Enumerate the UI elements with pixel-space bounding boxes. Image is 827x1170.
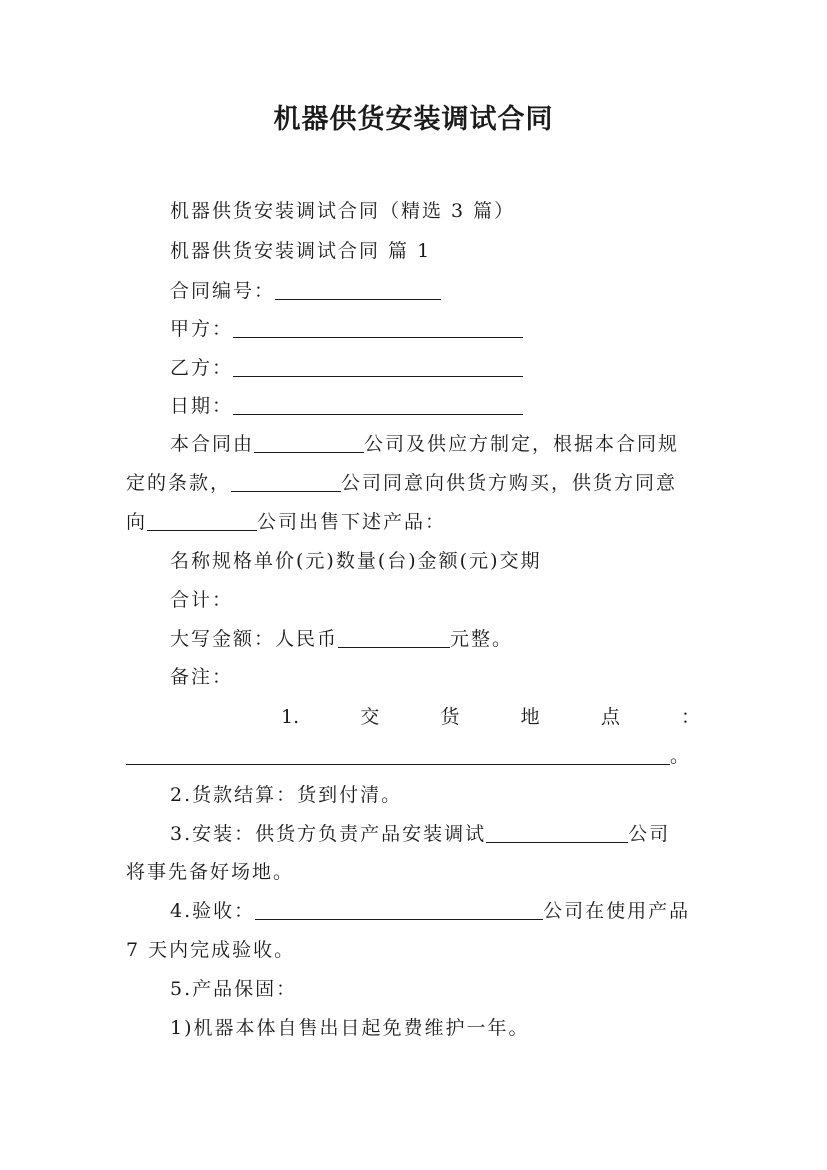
paragraph-line-2: 定的条款， 公司同意向供货方购买，供货方同意 [126,472,678,494]
item-3-line: 3.安装：供货方负责产品安装调试 公司 [170,823,671,845]
amount-line: 大写金额：人民币 元整。 [170,628,514,650]
date-line: 日期： [170,391,523,421]
install-company-blank [486,822,628,843]
table-header-line: 名称规格单价(元)数量(台)金额(元)交期 [170,550,542,572]
party-a-blank [233,317,523,338]
amount-blank [338,627,450,648]
remark-line: 备注： [170,666,234,688]
item-4-cont-line: 7 天内完成验收。 [126,939,296,961]
paragraph-line-1: 本合同由 公司及供应方制定，根据本合同规 [170,433,680,455]
company-blank-2 [231,471,341,492]
contract-number-line: 合同编号： [170,276,441,306]
delivery-location-blank [126,744,670,765]
company-blank-1 [254,432,364,453]
item-5-line: 5.产品保固： [170,978,298,1000]
party-b-line: 乙方： [170,353,523,383]
item-1-blank-line: 。 [126,741,691,771]
total-line: 合计： [170,589,234,611]
party-b-blank [233,356,523,377]
item-4-line: 4.验收： 公司在使用产品 [170,900,691,922]
section-heading: 机器供货安装调试合同 篇 1 [170,240,432,262]
subtitle-line: 机器供货安装调试合同（精选 3 篇） [170,200,516,222]
paragraph-line-3: 向 公司出售下述产品： [126,511,447,533]
item-5-1-line: 1)机器本体自售出日起免费维护一年。 [170,1017,530,1039]
contract-number-blank [275,279,441,300]
document-title: 机器供货安装调试合同 [273,104,554,135]
date-blank [233,394,523,415]
item-1-line: 1. 交 货 地 点 ： [281,706,700,728]
acceptance-blank [255,899,543,920]
company-blank-3 [147,510,257,531]
item-2-line: 2.货款结算：货到付清。 [170,784,403,806]
party-a-line: 甲方： [170,314,523,344]
item-3-cont-line: 将事先备好场地。 [126,861,295,883]
